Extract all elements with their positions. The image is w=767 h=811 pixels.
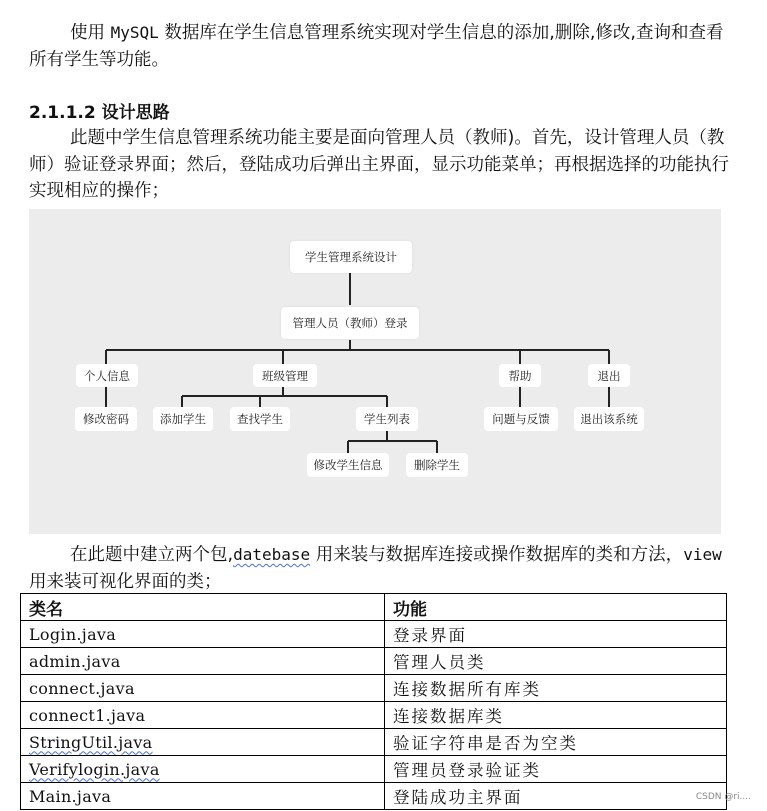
intro-prefix: 使用 [70, 23, 111, 43]
node-student-list: 学生列表 [356, 407, 418, 431]
function-cell: 验证字符串是否为空类 [385, 729, 727, 756]
packages-paragraph [29, 542, 729, 595]
function-cell: 连接数据所有库类 [385, 675, 727, 702]
node-add-student: 添加学生 [153, 407, 213, 431]
table-row [21, 648, 727, 675]
node-feedback: 问题与反馈 [484, 407, 558, 431]
node-class-management: 班级管理 [253, 364, 317, 387]
system-structure-diagram [29, 209, 721, 534]
node-help: 帮助 [499, 364, 541, 387]
table-row [21, 756, 727, 783]
class-name-text: StringUtil.java [29, 732, 153, 752]
function-cell: 管理员登录验证类 [385, 756, 727, 783]
class-name-cell: Main.java [21, 783, 385, 810]
node-exit-system: 退出该系统 [574, 407, 644, 431]
package-view: view [683, 545, 722, 564]
header-class-name: 类名 [21, 594, 385, 621]
intro-mysql: MySQL [110, 23, 159, 42]
class-name-text: Verifylogin.java [29, 759, 160, 779]
node-exit: 退出 [588, 364, 630, 387]
intro-suffix: 数据库在学生信息管理系统实现对学生信息的添加,删除,修改,查询和查看所有学生等功能。 [29, 23, 724, 70]
node-change-password: 修改密码 [75, 407, 137, 431]
node-personal-info: 个人信息 [76, 364, 138, 387]
table-row [21, 675, 727, 702]
class-name-cell: admin.java [21, 648, 385, 675]
node-root: 学生管理系统设计 [290, 241, 412, 273]
node-modify-student: 修改学生信息 [307, 453, 389, 477]
table-header-row [21, 594, 727, 621]
class-name-cell: Login.java [21, 621, 385, 648]
function-cell: 登录界面 [385, 621, 727, 648]
function-cell: 管理人员类 [385, 648, 727, 675]
packages-text-2: 用来装与数据库连接或操作数据库的类和方法， [310, 545, 684, 565]
class-name-cell: connect.java [21, 675, 385, 702]
class-name-cell [21, 756, 385, 783]
table-row [21, 621, 727, 648]
node-delete-student: 删除学生 [406, 453, 468, 477]
section-heading: 2.1.1.2 设计思路 [29, 103, 170, 123]
packages-text-3: 用来装可视化界面的类； [29, 571, 222, 592]
table-row [21, 702, 727, 729]
class-table [20, 593, 727, 810]
design-paragraph: 此题中学生信息管理系统功能主要是面向管理人员（教师)。首先，设计管理人员（教师）验证登录界面；然后，登陆成功后弹出主界面，显示功能菜单；再根据选择的功能执行实现相应的操作； [29, 128, 729, 201]
package-datebase: datebase [233, 545, 311, 564]
function-cell: 登陆成功主界面 [385, 783, 727, 810]
csdn-watermark: CSDN @ri.... [695, 792, 751, 802]
table-row [21, 729, 727, 756]
table-row [21, 783, 727, 810]
function-cell: 连接数据库类 [385, 702, 727, 729]
node-find-student: 查找学生 [230, 407, 290, 431]
node-login: 管理人员（教师）登录 [281, 307, 419, 339]
header-function: 功能 [385, 594, 727, 621]
class-name-cell: connect1.java [21, 702, 385, 729]
class-name-cell [21, 729, 385, 756]
intro-paragraph [29, 20, 729, 73]
packages-text-1: 在此题中建立两个包, [70, 545, 234, 565]
